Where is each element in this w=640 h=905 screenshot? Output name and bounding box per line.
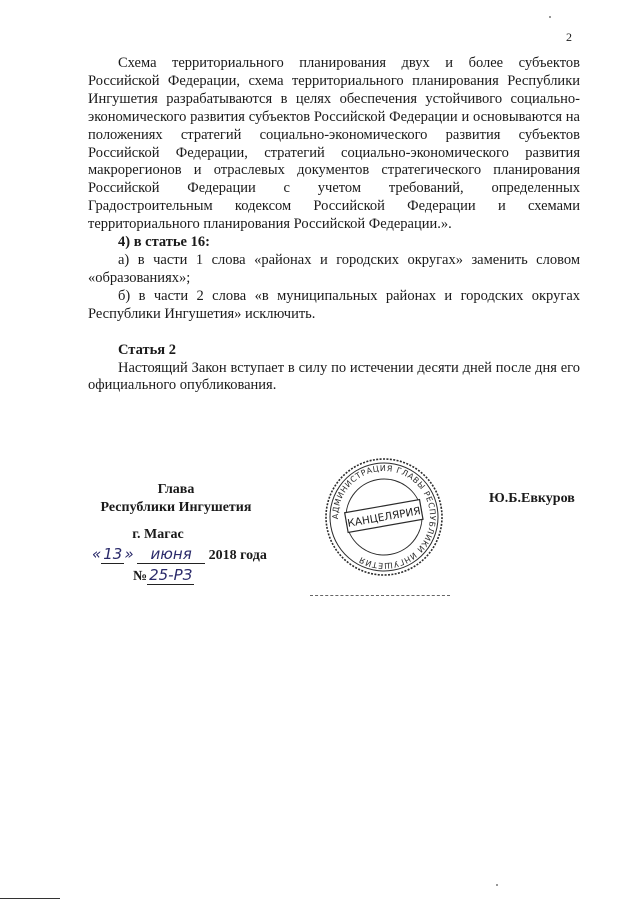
law-number	[133, 566, 194, 585]
date-open-quote: «	[92, 545, 102, 563]
item-4-heading: 4) в статье 16:	[118, 234, 210, 251]
article-2-text: Настоящий Закон вступает в силу по истечении десяти дней после дня его официального опубликования.	[88, 359, 580, 394]
signing-date	[92, 545, 282, 564]
signatory-title	[86, 481, 266, 517]
item-4a-text: а) в части 1 слова «районах и городских округах» заменить словом «образованиях»;	[88, 251, 580, 286]
scan-edge-mark	[0, 898, 60, 899]
signatory-title-line-1: Глава	[157, 482, 195, 497]
official-seal	[322, 455, 446, 579]
article-2-heading: Статья 2	[118, 341, 176, 358]
seal-ring-text: АДМИНИСТРАЦИЯ ГЛАВЫ РЕСПУБЛИКИ ИНГУШЕТИЯ	[330, 463, 438, 571]
section-spacer	[88, 324, 580, 342]
place-of-signing: г. Магас	[132, 527, 184, 542]
scan-speck	[549, 16, 551, 18]
date-month: июня	[137, 545, 205, 564]
scan-speck	[496, 884, 498, 886]
date-year: 2018 года	[208, 548, 267, 563]
dashed-mark	[310, 595, 450, 597]
paragraph-territorial-planning: Схема территориального планирования двух и более субъектов Российской Федерации, схема территориального планирования Республики Ингушетия разрабатываются в целях обеспечения устойчивого социально-экономического развития субъектов Российской Федерации и основываются на положениях стратегий социально-экономического развития субъектов Российской Федерации, стратегий социально-экономического развития макрорегионов и отраслевых документов стратегического планирования Российской Федерации с учетом требований, определенных Градостроительным кодексом Российской Федерации и схемами территориального планирования Российской Федерации.».	[88, 55, 580, 233]
date-close-quote: »	[124, 545, 134, 563]
item-4b-text: б) в части 2 слова «в муниципальных районах и городских округах Республики Ингушетия» исключить.	[88, 287, 580, 322]
page-number: 2	[566, 30, 572, 44]
signatory-name: Ю.Б.Евкуров	[489, 491, 575, 506]
law-number-prefix: №	[133, 569, 148, 584]
date-day: 13	[103, 545, 123, 563]
document-body	[88, 55, 580, 395]
seal-center-text: КАНЦЕЛЯРИЯ	[346, 505, 422, 530]
law-number-value: 25-РЗ	[149, 566, 193, 584]
signatory-title-line-2: Республики Ингушетия	[100, 500, 252, 515]
